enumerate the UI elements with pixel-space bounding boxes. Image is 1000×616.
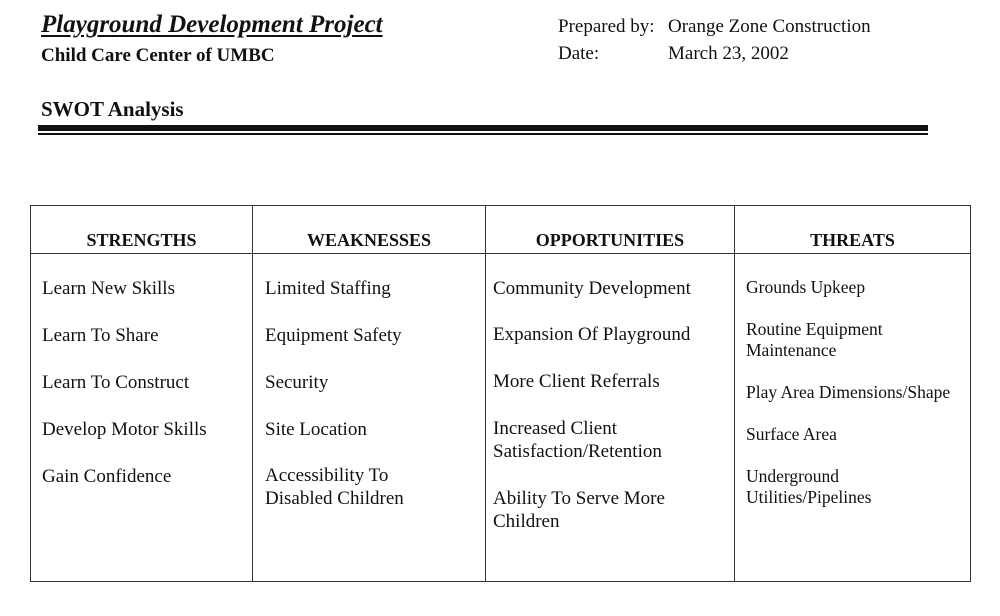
prepared-by-row [558,15,871,42]
opportunity-item: Ability To Serve More Children [493,488,665,532]
strength-item: Learn New Skills [42,278,175,299]
opportunities-heading: OPPORTUNITIES [486,206,734,254]
threats-heading: THREATS [735,206,970,254]
strengths-heading: STRENGTHS [31,206,252,254]
threat-item: Play Area Dimensions/Shape [746,382,951,402]
prepared-by-label: Prepared by: [558,16,655,37]
weakness-item: Equipment Safety [265,325,402,346]
threat-item: Surface Area [746,424,837,444]
date-row [558,42,871,69]
strengths-column [31,206,252,581]
divider-thick [38,125,928,131]
threat-item: Underground Utilities/Pipelines [746,466,872,507]
threat-item: Grounds Upkeep [746,277,866,297]
opportunities-column [485,206,734,581]
project-title: Playground Development Project [41,11,383,38]
prepared-by-value: Orange Zone Construction [668,16,871,37]
strength-item: Gain Confidence [42,466,172,487]
date-value: March 23, 2002 [668,43,789,64]
threats-column [734,206,970,581]
threat-item: Routine Equipment Maintenance [746,319,883,360]
organization-name: Child Care Center of UMBC [41,45,275,66]
strength-item: Learn To Construct [42,372,190,393]
strength-item: Develop Motor Skills [42,419,207,440]
weakness-item: Security [265,372,329,393]
date-label: Date: [558,43,600,64]
opportunity-item: Increased Client Satisfaction/Retention [493,418,662,462]
opportunity-item: Community Development [493,278,691,299]
weakness-item: Limited Staffing [265,278,391,299]
weakness-item: Accessibility To Disabled Children [265,465,404,509]
opportunity-item: More Client Referrals [493,371,660,392]
swot-table [30,205,971,582]
section-title: SWOT Analysis [41,97,184,121]
weaknesses-column [252,206,485,581]
document-meta [558,15,871,69]
strength-item: Learn To Share [42,325,159,346]
weaknesses-heading: WEAKNESSES [253,206,485,254]
divider-thin [38,133,928,135]
weakness-item: Site Location [265,419,367,440]
opportunity-item: Expansion Of Playground [493,324,691,345]
